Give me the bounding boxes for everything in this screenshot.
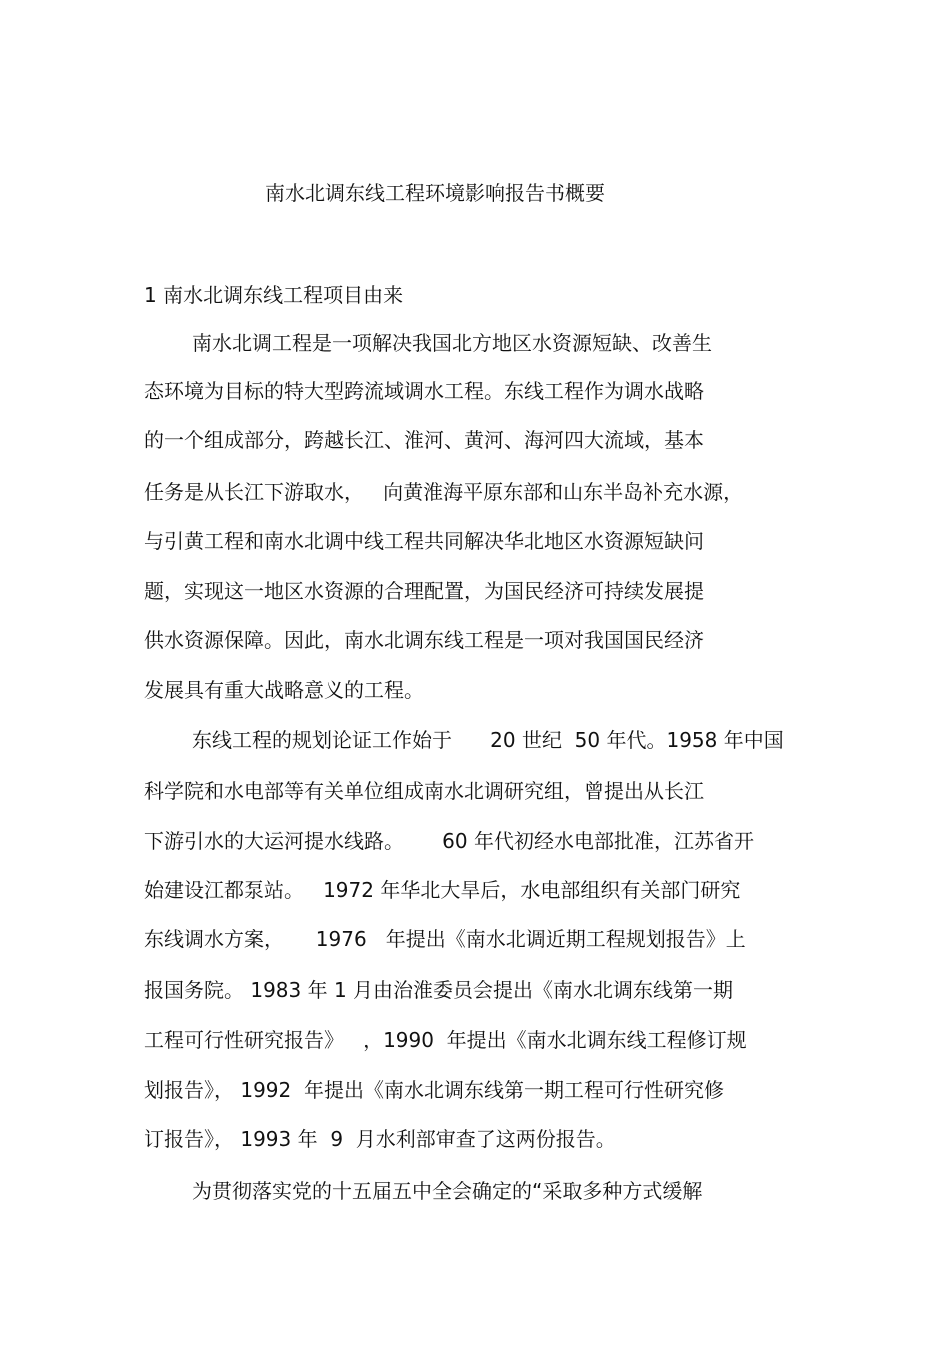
paragraph-line: 订报告》， 1993 年 9 月水利部审查了这两份报告。 — [144, 1127, 616, 1151]
paragraph-line: 科学院和水电部等有关单位组成南水北调研究组，曾提出从长江 — [144, 779, 704, 803]
paragraph-line: 划报告》， 1992 年提出《南水北调东线第一期工程可行性研究修 — [144, 1078, 724, 1102]
paragraph-line: 与引黄工程和南水北调中线工程共同解决华北地区水资源短缺问 — [144, 529, 704, 553]
paragraph-line: 东线工程的规划论证工作始于 20 世纪 50 年代。1958 年中国 — [192, 728, 784, 752]
paragraph-line: 题，实现这一地区水资源的合理配置，为国民经济可持续发展提 — [144, 579, 704, 603]
paragraph-line: 的一个组成部分，跨越长江、淮河、黄河、海河四大流域，基本 — [144, 428, 704, 452]
paragraph-line: 南水北调工程是一项解决我国北方地区水资源短缺、改善生 — [192, 331, 712, 355]
paragraph-line: 态环境为目标的特大型跨流域调水工程。东线工程作为调水战略 — [144, 379, 704, 403]
paragraph-line: 始建设江都泵站。 1972 年华北大旱后，水电部组织有关部门研究 — [144, 878, 741, 902]
paragraph-line: 为贯彻落实党的十五届五中全会确定的“采取多种方式缓解 — [192, 1179, 703, 1203]
paragraph-line: 任务是从长江下游取水， 向黄淮海平原东部和山东半岛补充水源， — [144, 480, 744, 504]
paragraph-line: 下游引水的大运河提水线路。 60 年代初经水电部批准，江苏省开 — [144, 829, 754, 853]
paragraph-line: 报国务院。 1983 年 1 月由治淮委员会提出《南水北调东线第一期 — [144, 978, 734, 1002]
section-heading: 1 南水北调东线工程项目由来 — [144, 283, 404, 307]
paragraph-line: 发展具有重大战略意义的工程。 — [144, 678, 424, 702]
document-title: 南水北调东线工程环境影响报告书概要 — [265, 181, 605, 205]
paragraph-line: 供水资源保障。因此，南水北调东线工程是一项对我国国民经济 — [144, 628, 704, 652]
paragraph-line: 工程可行性研究报告》 ，1990 年提出《南水北调东线工程修订规 — [144, 1028, 747, 1052]
paragraph-line: 东线调水方案， 1976 年提出《南水北调近期工程规划报告》上 — [144, 927, 746, 951]
